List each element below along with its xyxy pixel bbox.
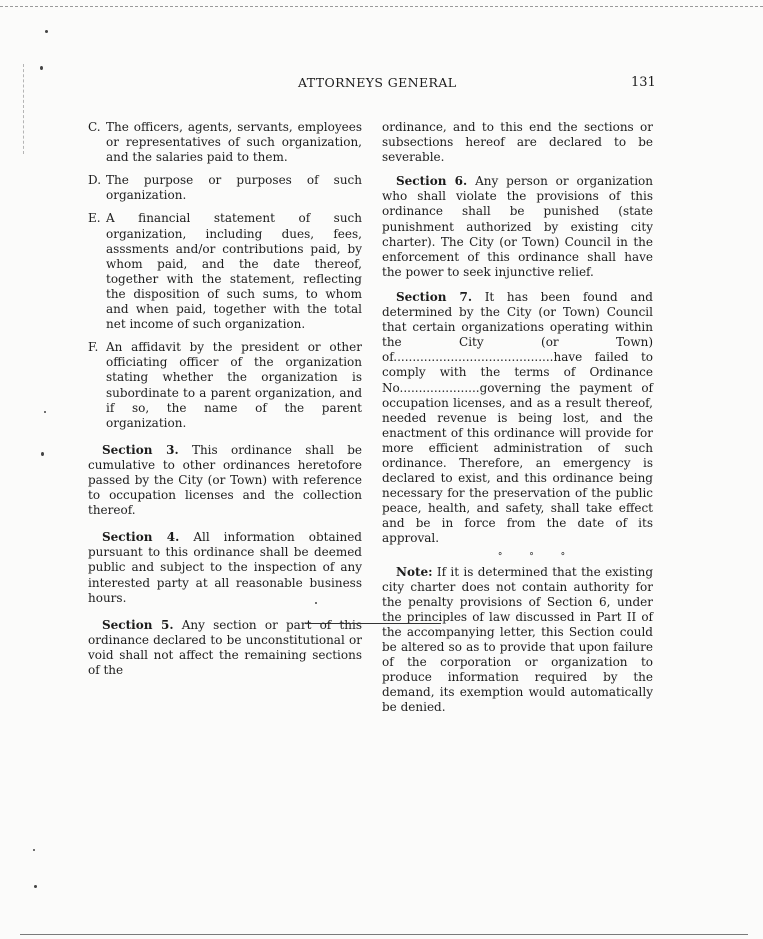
section-7-text-c: governing the payment of occupation licenses, and as a result thereof, needed revenue is being lost, and the enactment of this ordinance will provide for more efficient administration of such ordinance. Therefore, an emergency is declared to exist, and this ordinance being necessary for the preservation of the public peace, health, and safety, shall take effect and be in force from the date of its approval. — [382, 380, 653, 546]
section-7-label: Section 7. — [396, 289, 473, 304]
scan-speck — [315, 602, 317, 604]
section-3-label: Section 3. — [102, 442, 179, 457]
scan-speck — [41, 452, 44, 456]
section-6-text: Any person or organization who shall violate the provisions of this ordinance shall be punished (state punishment authorized by existing city charter). The City (or Town) Council in the enforcement of this ordinance shall have the power to seek injunctive relief. — [382, 174, 653, 279]
page-number: 131 — [631, 75, 656, 90]
left-column — [88, 120, 362, 688]
scan-top-edge — [0, 6, 763, 7]
section-7-text-a: It has been found and determined by the City (or Town) Council that certain organizations operating within the City (or Town) of — [382, 289, 653, 365]
continuation-paragraph: ordinance, and to this end the sections or subsections hereof are declared to be severable. — [382, 120, 653, 165]
section-5-label: Section 5. — [102, 617, 174, 632]
scan-speck — [34, 885, 37, 888]
list-item-letter: C. — [88, 120, 101, 134]
list-item-f — [88, 340, 362, 431]
section-3-paragraph — [88, 443, 362, 518]
section-4-label: Section 4. — [102, 530, 180, 545]
section-4-paragraph — [88, 530, 362, 605]
list-item-letter: E. — [88, 211, 101, 226]
scan-speck — [45, 30, 48, 33]
end-of-page-rule — [305, 623, 441, 624]
list-item-text: A financial statement of such organization, including dues, fees, asssments and/or contributions paid, by whom paid, and the date thereof, together with the statement, reflecting the disposition of such sums, to whom and when paid, together with the total net income of such organization. — [106, 211, 362, 332]
list-item-text: An affidavit by the president or other officiating officer of the organization stating whether the organization is subordinate to a parent organization, and if so, the name of the parent organization. — [106, 340, 362, 430]
scan-bottom-edge — [20, 934, 748, 935]
section-6-paragraph — [382, 174, 653, 280]
list-item-c — [88, 120, 362, 165]
section-5-text: Any section or part of this ordinance declared to be unconstitutional or void shall not affect the remaining sections of the — [88, 617, 362, 677]
section-6-label: Section 6. — [396, 174, 468, 189]
page-header — [0, 75, 763, 93]
section-separator-asterisms: ° ° ° — [497, 551, 578, 562]
section-4-text: All information obtained pursuant to this ordinance shall be deemed public and subject to the inspection of any interested party at all reasonable business hours. — [88, 530, 362, 605]
note-label: Note: — [396, 564, 433, 579]
list-item-text: The officers, agents, servants, employees or representatives of such organization, and the salaries paid to them. — [106, 120, 362, 165]
right-column — [382, 120, 653, 725]
running-title: ATTORNEYS GENERAL — [298, 75, 457, 90]
list-item-d — [88, 173, 362, 203]
scan-speck — [33, 849, 35, 851]
fill-in-blank-ordinance-number: .................... — [403, 380, 480, 395]
note-paragraph — [382, 565, 653, 716]
list-item-letter: D. — [88, 173, 102, 188]
section-3-text: This ordinance shall be cumulative to other ordinances heretofore passed by the City (or Town) with reference to occupation licenses and the collection thereof. — [88, 442, 362, 518]
section-7-text-b: have failed to comply with the terms of Ordinance No. — [382, 350, 653, 395]
section-5-paragraph — [88, 618, 362, 678]
fill-in-blank-city: .......................................... — [393, 350, 554, 365]
scan-speck — [44, 411, 46, 413]
list-item-text: The purpose or purposes of such organization. — [106, 173, 362, 203]
section-7-paragraph — [382, 290, 653, 547]
note-text: If it is determined that the existing city charter does not contain authority for the penalty provisions of Section 6, under the principles of law discussed in Part II of the accompanying letter, this Section could be altered so as to provide that upon failure of the corporation or organization to produce information required by the demand, its exemption would automatically be denied. — [382, 564, 653, 715]
scan-speck — [40, 66, 43, 70]
list-item-e — [88, 211, 362, 332]
list-item-letter: F. — [88, 340, 99, 355]
